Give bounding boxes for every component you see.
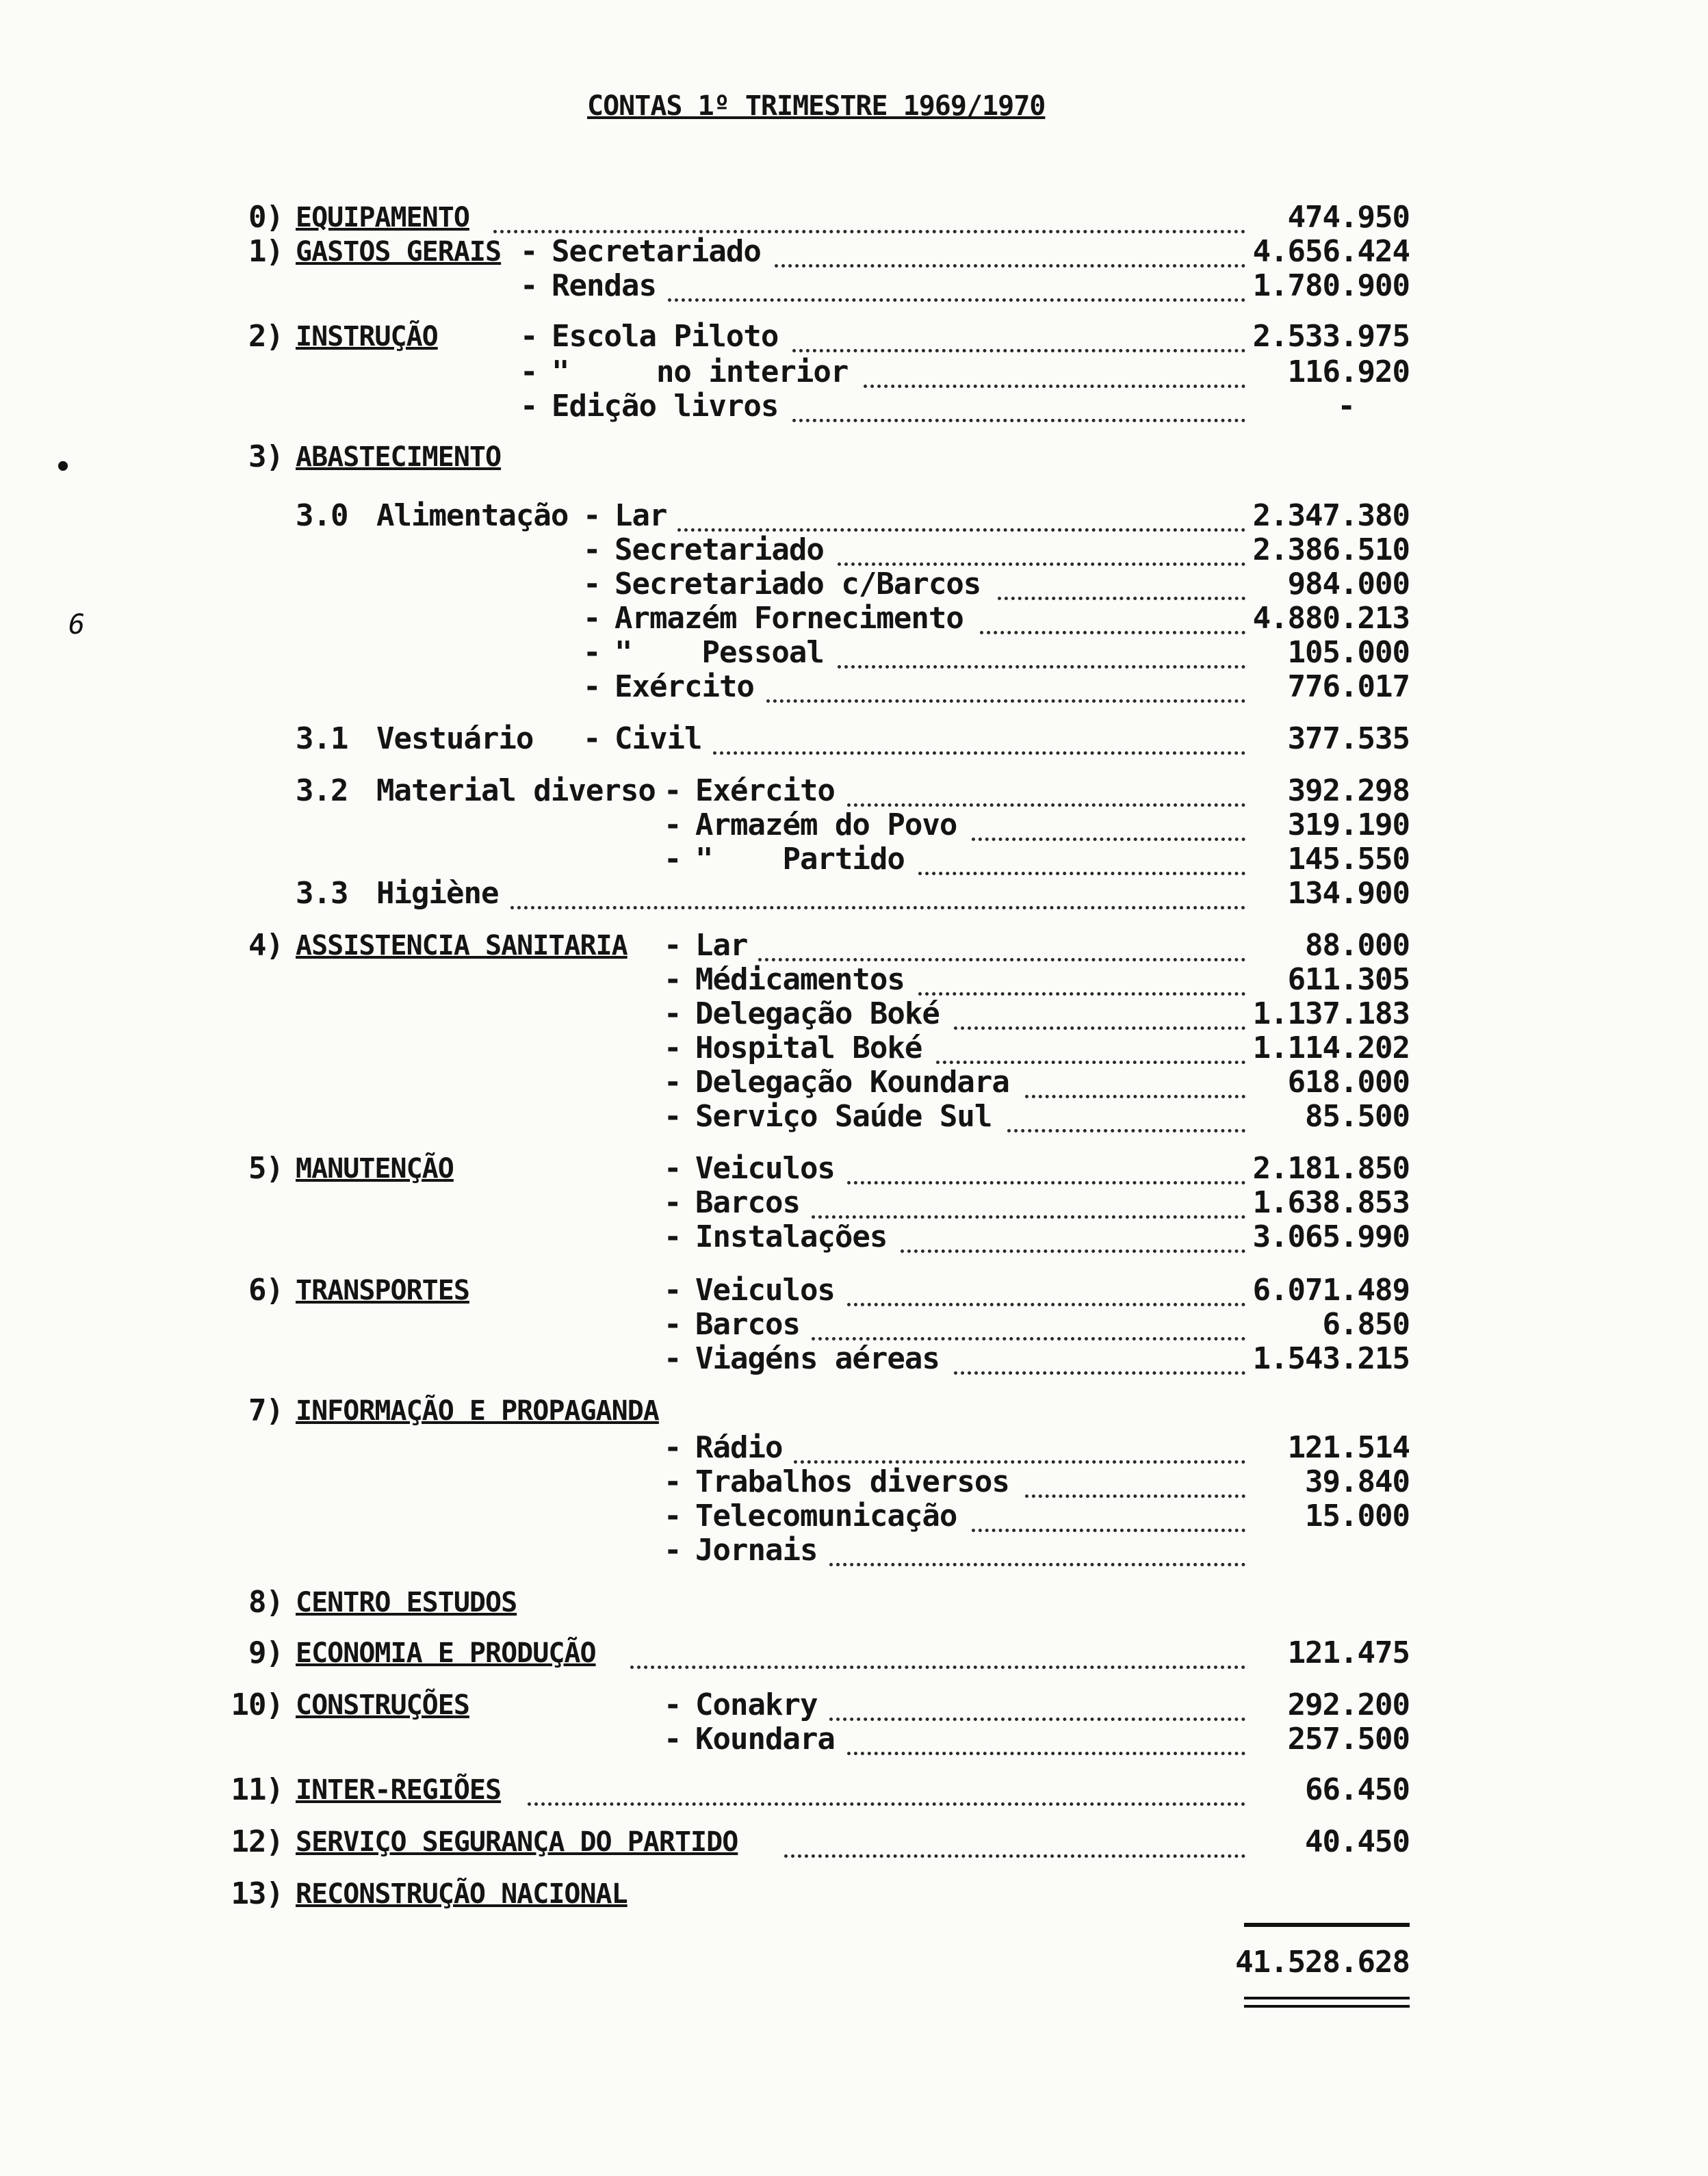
item-dash: - [664, 773, 682, 808]
item-label: Delegação Koundara [695, 1065, 1009, 1100]
account-row [0, 1099, 1708, 1140]
section-number: 4) [248, 928, 283, 963]
account-row [0, 268, 1708, 309]
section-heading: ECONOMIA E PRODUÇÃO [296, 1637, 596, 1669]
item-label: Armazém do Povo [695, 807, 957, 842]
leader-dots [766, 695, 1245, 703]
item-dash: - [664, 1533, 682, 1568]
leader-dots [998, 593, 1245, 600]
item-label: Barcos [695, 1307, 800, 1342]
amount: 6.850 [1322, 1307, 1410, 1342]
amount: 319.190 [1287, 807, 1410, 842]
item-label: Delegação Boké [695, 996, 940, 1031]
section-heading: CENTRO ESTUDOS [296, 1587, 517, 1618]
leader-dots [812, 1211, 1245, 1219]
amount: 2.181.850 [1252, 1151, 1410, 1186]
total-double-rule-top [1244, 1997, 1410, 1999]
section-number: 5) [248, 1151, 283, 1186]
item-label: Escola Piloto [552, 319, 779, 354]
account-row [0, 669, 1708, 710]
item-label: " no interior [552, 354, 849, 389]
leader-dots [713, 747, 1245, 755]
item-dash: - [664, 842, 682, 877]
subsection-label: Vestuário [376, 721, 534, 756]
subsection-number: 3.1 [296, 721, 348, 756]
section-heading: ASSISTENCIA SANITARIA [296, 930, 627, 961]
account-row [0, 319, 1708, 360]
item-dash: - [664, 1151, 682, 1186]
leader-dots [493, 226, 1245, 233]
subsection-number: 3.0 [296, 498, 348, 533]
amount: - [1337, 389, 1355, 424]
leader-dots [838, 558, 1245, 566]
section-heading: ABASTECIMENTO [296, 441, 502, 473]
amount: 1.114.202 [1252, 1031, 1410, 1065]
total-row [0, 1945, 1708, 1986]
leader-dots [792, 415, 1245, 422]
section-heading: INSTRUÇÃO [296, 321, 438, 352]
leader-dots [812, 1333, 1245, 1340]
amount: 611.305 [1287, 962, 1410, 997]
item-dash: - [664, 1273, 682, 1308]
leader-dots [847, 1177, 1245, 1184]
subsection-label: Alimentação [376, 498, 569, 533]
leader-dots [918, 988, 1245, 996]
leader-dots [972, 1525, 1245, 1532]
account-row [0, 1219, 1708, 1260]
account-row [0, 1772, 1708, 1813]
section-heading: INTER-REGIÕES [296, 1774, 502, 1806]
amount: 3.065.990 [1252, 1219, 1410, 1254]
leader-dots [980, 627, 1245, 634]
item-label: Secretariado [552, 234, 761, 269]
item-dash: - [664, 928, 682, 963]
item-label: Barcos [695, 1185, 800, 1220]
section-number: 13) [231, 1876, 283, 1911]
amount: 4.880.213 [1252, 601, 1410, 636]
item-dash: - [664, 1307, 682, 1342]
item-dash: - [664, 1722, 682, 1757]
leader-dots [528, 1798, 1245, 1806]
leader-dots [1025, 1490, 1245, 1498]
item-dash: - [583, 567, 601, 601]
amount: 1.137.183 [1252, 996, 1410, 1031]
leader-dots [1025, 1091, 1245, 1098]
account-row [0, 1824, 1708, 1865]
section-number: 6) [248, 1273, 283, 1308]
leader-dots [901, 1245, 1245, 1253]
item-label: Serviço Saúde Sul [695, 1099, 992, 1134]
amount: 121.475 [1287, 1635, 1410, 1670]
item-label: Jornais [695, 1533, 818, 1568]
section-number: 10) [231, 1687, 283, 1722]
amount: 134.900 [1287, 876, 1410, 911]
item-dash: - [664, 1065, 682, 1100]
item-label: " Partido [695, 842, 905, 877]
section-heading: GASTOS GERAIS [296, 236, 502, 268]
subsection-number: 3.3 [296, 876, 348, 911]
leader-dots [758, 954, 1245, 961]
leader-dots [794, 1456, 1245, 1464]
subsection-label: Material diverso [376, 773, 656, 808]
leader-dots [847, 1748, 1245, 1755]
item-dash: - [664, 1499, 682, 1533]
page-title: CONTAS 1º TRIMESTRE 1969/1970 [587, 90, 1046, 122]
account-row [0, 876, 1708, 917]
item-dash: - [664, 1219, 682, 1254]
leader-dots [510, 902, 1245, 909]
leader-dots [847, 799, 1245, 807]
amount: 4.656.424 [1252, 234, 1410, 269]
section-heading: INFORMAÇÃO E PROPAGANDA [296, 1395, 659, 1427]
section-heading: RECONSTRUÇÃO NACIONAL [296, 1878, 627, 1910]
account-row [0, 1635, 1708, 1676]
amount: 984.000 [1287, 567, 1410, 601]
item-label: Rádio [695, 1430, 783, 1465]
item-label: Instalações [695, 1219, 888, 1254]
section-number: 11) [231, 1772, 283, 1807]
item-label: Trabalhos diversos [695, 1464, 1009, 1499]
item-dash: - [583, 601, 601, 636]
amount: 6.071.489 [1252, 1273, 1410, 1308]
section-number: 12) [231, 1824, 283, 1859]
item-dash: - [664, 1341, 682, 1376]
item-label: Viagéns aéreas [695, 1341, 940, 1376]
amount: 121.514 [1287, 1430, 1410, 1465]
section-number: 8) [248, 1585, 283, 1620]
account-row [0, 439, 1708, 480]
amount: 39.840 [1305, 1464, 1410, 1499]
item-label: Conakry [695, 1687, 818, 1722]
amount: 88.000 [1305, 928, 1410, 963]
leader-dots [954, 1022, 1245, 1030]
total-rule [1244, 1923, 1410, 1927]
item-dash: - [664, 962, 682, 997]
item-label: Lar [695, 928, 748, 963]
leader-dots [630, 1661, 1245, 1669]
amount: 116.920 [1287, 354, 1410, 389]
amount: 66.450 [1305, 1772, 1410, 1807]
leader-dots [1007, 1125, 1245, 1132]
leader-dots [792, 345, 1245, 352]
leader-dots [954, 1367, 1245, 1375]
item-label: Lar [614, 498, 667, 533]
item-label: Rendas [552, 268, 656, 303]
item-dash: - [664, 1687, 682, 1722]
leader-dots [829, 1713, 1245, 1721]
item-label: Hospital Boké [695, 1031, 922, 1065]
account-row [0, 1341, 1708, 1382]
account-row [0, 1393, 1708, 1434]
item-dash: - [664, 1464, 682, 1499]
account-row [0, 389, 1708, 430]
item-dash: - [664, 1430, 682, 1465]
leader-dots [829, 1559, 1245, 1566]
amount: 1.543.215 [1252, 1341, 1410, 1376]
item-dash: - [664, 807, 682, 842]
amount: 2.386.510 [1252, 532, 1410, 567]
item-dash: - [520, 234, 538, 269]
item-dash: - [664, 1031, 682, 1065]
leader-dots [668, 294, 1245, 302]
section-heading: CONSTRUÇÕES [296, 1689, 469, 1721]
section-number: 0) [248, 200, 283, 235]
section-number: 3) [248, 439, 283, 474]
section-heading: MANUTENÇÃO [296, 1153, 454, 1184]
total-double-rule-bottom [1244, 2005, 1410, 2008]
item-label: " Pessoal [614, 635, 824, 670]
leader-dots [847, 1299, 1245, 1306]
item-label: Civil [614, 721, 702, 756]
amount: 392.298 [1287, 773, 1410, 808]
leader-dots [972, 833, 1245, 841]
account-row [0, 721, 1708, 762]
section-number: 2) [248, 319, 283, 354]
amount: 618.000 [1287, 1065, 1410, 1100]
leader-dots [936, 1057, 1245, 1064]
amount: 85.500 [1305, 1099, 1410, 1134]
section-heading: SERVIÇO SEGURANÇA DO PARTIDO [296, 1826, 738, 1858]
amount: 15.000 [1305, 1499, 1410, 1533]
section-heading: TRANSPORTES [296, 1275, 469, 1306]
item-dash: - [583, 669, 601, 704]
subsection-number: 3.2 [296, 773, 348, 808]
subsection-label: Higiène [376, 876, 499, 911]
item-label: Telecomunicação [695, 1499, 957, 1533]
leader-dots [775, 260, 1245, 268]
leader-dots [918, 868, 1245, 875]
item-label: Veiculos [695, 1273, 835, 1308]
amount: 40.450 [1305, 1824, 1410, 1859]
item-label: Exército [695, 773, 835, 808]
section-number: 7) [248, 1393, 283, 1428]
account-row [0, 1876, 1708, 1917]
item-dash: - [583, 498, 601, 533]
item-dash: - [583, 635, 601, 670]
margin-dot: • [55, 452, 72, 483]
amount: 292.200 [1287, 1687, 1410, 1722]
item-dash: - [664, 1185, 682, 1220]
leader-dots [677, 524, 1245, 532]
item-label: Armazém Fornecimento [614, 601, 963, 636]
item-label: Edição livros [552, 389, 779, 424]
item-dash: - [520, 319, 538, 354]
item-dash: - [664, 996, 682, 1031]
amount: 145.550 [1287, 842, 1410, 877]
item-label: Médicamentos [695, 962, 905, 997]
item-label: Secretariado [614, 532, 824, 567]
item-dash: - [583, 721, 601, 756]
item-label: Koundara [695, 1722, 835, 1757]
account-row [0, 1585, 1708, 1626]
section-heading: EQUIPAMENTO [296, 202, 469, 233]
amount: 105.000 [1287, 635, 1410, 670]
amount: 1.780.900 [1252, 268, 1410, 303]
item-dash: - [520, 354, 538, 389]
item-label: Veiculos [695, 1151, 835, 1186]
leader-dots [784, 1850, 1245, 1858]
section-number: 1) [248, 234, 283, 269]
account-row [0, 1722, 1708, 1763]
account-row [0, 1533, 1708, 1574]
amount: 776.017 [1287, 669, 1410, 704]
total-amount: 41.528.628 [1235, 1945, 1410, 1980]
amount: 2.347.380 [1252, 498, 1410, 533]
item-label: Exército [614, 669, 754, 704]
amount: 2.533.975 [1252, 319, 1410, 354]
amount: 474.950 [1287, 200, 1410, 235]
margin-mark: 6 [68, 609, 86, 640]
item-dash: - [583, 532, 601, 567]
item-dash: - [520, 268, 538, 303]
leader-dots [864, 380, 1245, 388]
amount: 257.500 [1287, 1722, 1410, 1757]
amount: 1.638.853 [1252, 1185, 1410, 1220]
item-dash: - [664, 1099, 682, 1134]
item-dash: - [520, 389, 538, 424]
amount: 377.535 [1287, 721, 1410, 756]
leader-dots [838, 661, 1245, 669]
item-label: Secretariado c/Barcos [614, 567, 981, 601]
section-number: 9) [248, 1635, 283, 1670]
